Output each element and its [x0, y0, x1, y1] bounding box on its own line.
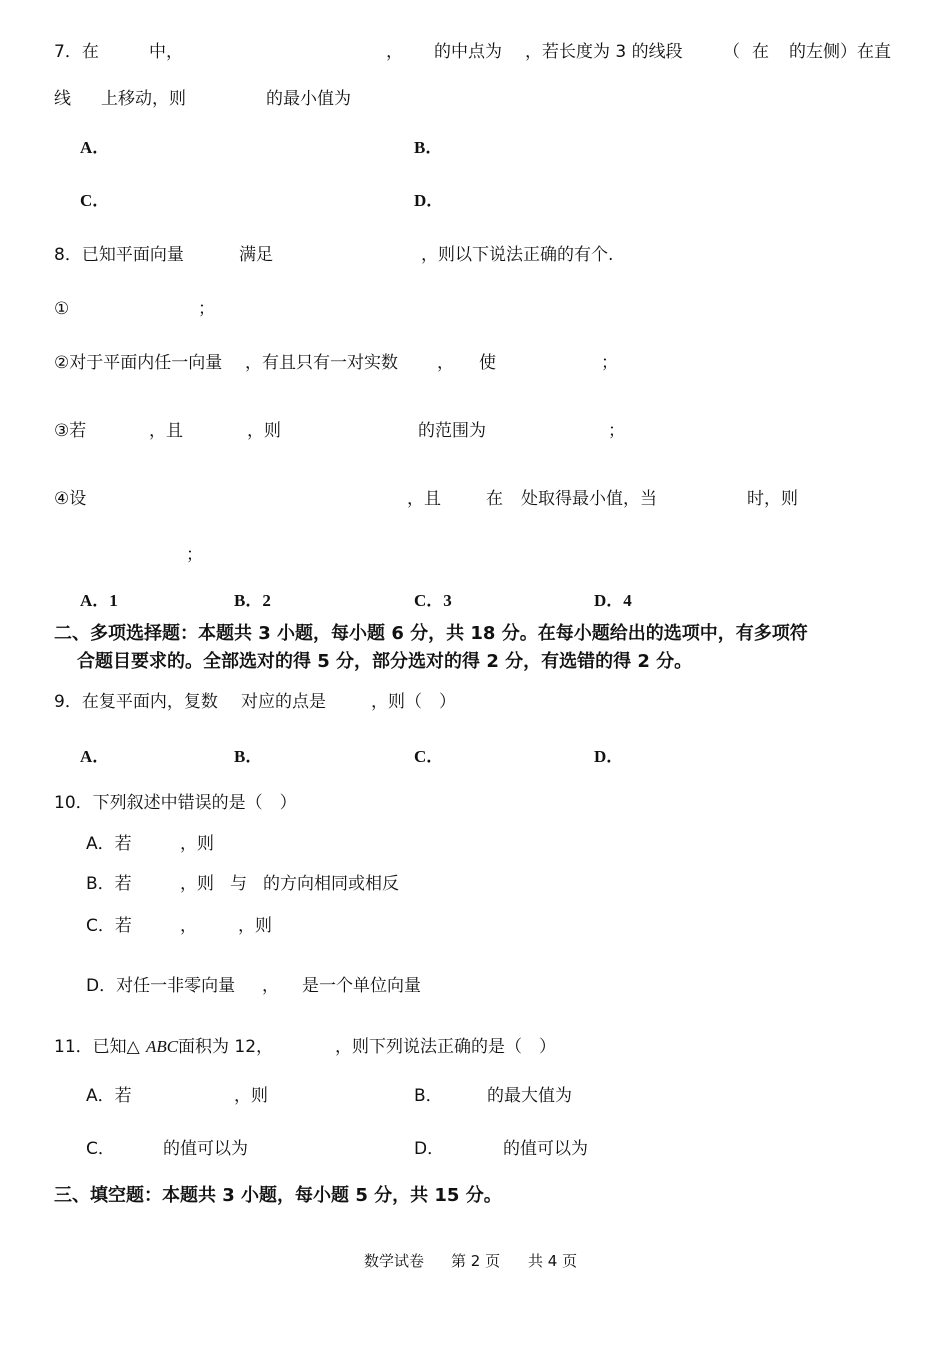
- q10-text: ，则: [238, 916, 272, 936]
- q8-text: 时，则: [747, 489, 798, 509]
- q9-text: ，则（ ）: [371, 692, 456, 712]
- q7-option-d[interactable]: D．: [414, 191, 444, 210]
- q8-statement-2: ②对于平面内任一向量: [54, 353, 223, 373]
- q8-text: ，: [437, 353, 454, 373]
- q9-option-c[interactable]: C．: [414, 747, 444, 766]
- q10-text: 与: [230, 874, 247, 894]
- section-2-line-2: 合题目要求的。全部选对的得 5 分，部分选对的得 2 分，有选错的得 2 分。: [77, 651, 693, 672]
- q8-text: ，则: [247, 421, 281, 441]
- q8-option-c[interactable]: C．3: [414, 591, 452, 610]
- q7-text: ，若长度为 3 的线段: [525, 42, 683, 62]
- q8-statement-4: ④设: [54, 489, 87, 509]
- q7-text: 的最小值为: [266, 89, 351, 109]
- q9-option-b[interactable]: B．: [234, 747, 263, 766]
- q11-option-c[interactable]: C．: [86, 1139, 115, 1159]
- q10-option-c[interactable]: C．若: [86, 916, 132, 936]
- q8-option-a[interactable]: A．1: [80, 591, 118, 610]
- q8-statement-3: ③若: [54, 421, 87, 441]
- q11-text: ，则: [234, 1086, 268, 1106]
- section-2-line-1: 二、多项选择题：本题共 3 小题，每小题 6 分，共 18 分。在每小题给出的选项中，有多项符: [54, 623, 808, 644]
- q8-text: ；: [198, 299, 215, 319]
- q10-text: ，则: [180, 834, 214, 854]
- q10-text: ，: [262, 976, 279, 996]
- q10-option-b[interactable]: B．若: [86, 874, 132, 894]
- q7-text: 在: [752, 42, 769, 62]
- q10-text: ，: [180, 916, 197, 936]
- q8-option-d[interactable]: D．4: [594, 591, 632, 610]
- q8-text: ；: [601, 353, 618, 373]
- q11-option-b[interactable]: B．: [414, 1086, 443, 1106]
- q10-text: 的方向相同或相反: [263, 874, 399, 894]
- q8-text: 处取得最小值，当: [521, 489, 657, 509]
- q11-number: 11．已知△: [54, 1037, 140, 1057]
- q11-option-d[interactable]: D．: [414, 1139, 445, 1159]
- q7-text: 上移动，则: [101, 89, 186, 109]
- q11-text: ，则下列说法正确的是（ ）: [335, 1037, 556, 1057]
- q8-text: ，有且只有一对实数: [245, 353, 398, 373]
- q11-text: 的最大值为: [487, 1086, 572, 1106]
- q7-text: 的左侧）在直: [789, 42, 891, 62]
- section-3-heading: 三、填空题：本题共 3 小题，每小题 5 分，共 15 分。: [54, 1185, 502, 1206]
- q11-triangle-label: ABC: [146, 1037, 179, 1056]
- q9-number: 9．在复平面内，复数: [54, 692, 218, 712]
- q11-text: 的值可以为: [503, 1139, 588, 1159]
- q8-text: 满足: [239, 245, 273, 265]
- q8-text: ，且: [407, 489, 441, 509]
- footer-page-number: 第 2 页: [451, 1252, 501, 1270]
- q10-option-d[interactable]: D．对任一非零向量: [86, 976, 236, 996]
- q8-text: 在: [486, 489, 503, 509]
- q8-text: ，且: [149, 421, 183, 441]
- q7-text: ，: [386, 42, 403, 62]
- footer-total-pages: 共 4 页: [528, 1252, 578, 1270]
- q10-option-a[interactable]: A．若: [86, 834, 132, 854]
- q8-text: 的范围为: [418, 421, 486, 441]
- q9-option-a[interactable]: A．: [80, 747, 110, 766]
- q9-text: 对应的点是: [241, 692, 326, 712]
- q8-text: ，则以下说法正确的有个.: [421, 245, 614, 265]
- q7-text: 中，: [149, 42, 183, 62]
- q9-option-d[interactable]: D．: [594, 747, 624, 766]
- q7-option-b[interactable]: B．: [414, 138, 443, 157]
- q11-text: 的值可以为: [163, 1139, 248, 1159]
- q7-text: （: [723, 42, 740, 62]
- q10-text: ，则: [180, 874, 214, 894]
- q11-option-a[interactable]: A．若: [86, 1086, 132, 1106]
- q7-option-c[interactable]: C．: [80, 191, 110, 210]
- footer-subject: 数学试卷: [364, 1252, 425, 1270]
- q8-text: ；: [186, 545, 203, 565]
- q10-stem: 10．下列叙述中错误的是（ ）: [54, 793, 297, 813]
- q8-statement-1: ①: [54, 299, 70, 319]
- q8-text: 使: [479, 353, 496, 373]
- q7-number: 7．在: [54, 42, 99, 62]
- q7-text: 线: [54, 89, 71, 109]
- q8-number: 8．已知平面向量: [54, 245, 184, 265]
- q11-text: 面积为 12，: [178, 1037, 274, 1057]
- q8-option-b[interactable]: B．2: [234, 591, 271, 610]
- q10-text: 是一个单位向量: [302, 976, 421, 996]
- q7-option-a[interactable]: A．: [80, 138, 110, 157]
- q8-text: ；: [608, 421, 625, 441]
- q7-text: 的中点为: [434, 42, 502, 62]
